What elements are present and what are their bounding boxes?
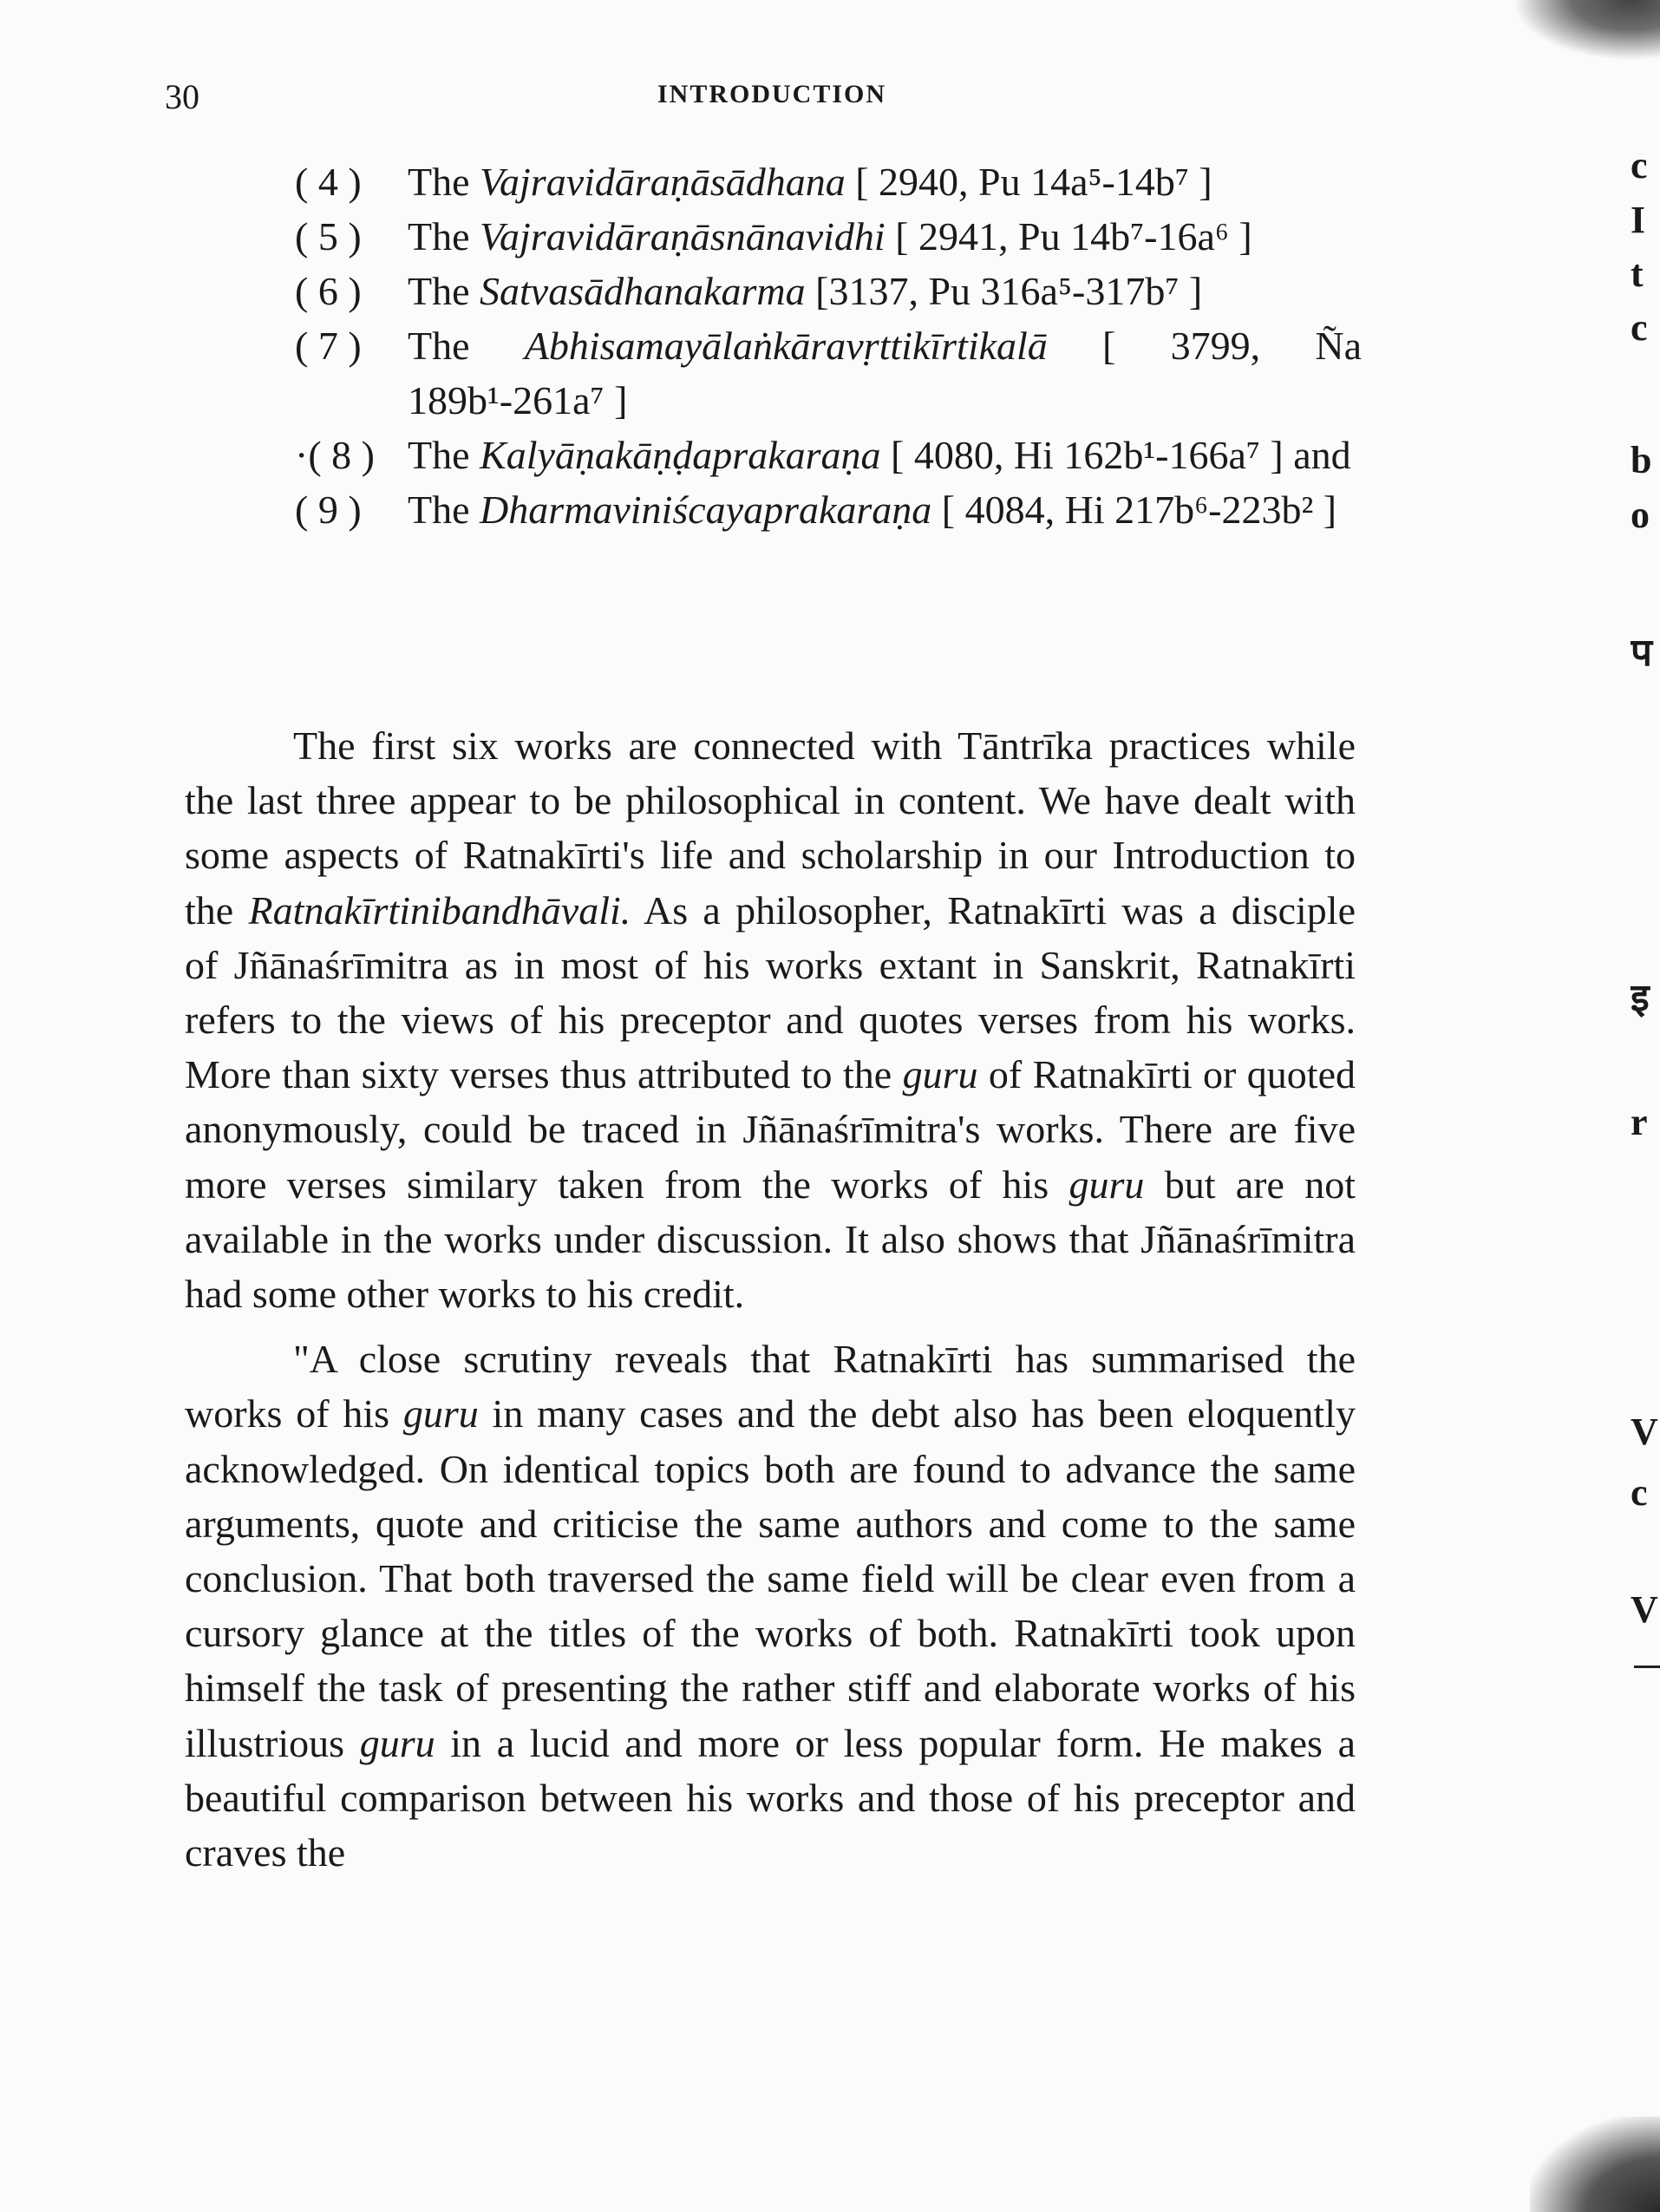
work-title: Satvasādhanakarma: [480, 269, 806, 313]
work-title: Kalyāṇakāṇḍaprakaraṇa: [480, 433, 881, 477]
paragraph-2: [185, 1332, 1356, 1880]
italic-term: guru: [359, 1720, 435, 1765]
edge-letter: V: [1631, 1588, 1658, 1631]
item-number: ·( 8 ): [295, 433, 375, 477]
text-run: The first six works are connected with Tāntrīka practices while the last three appear to be philosophical in content. We have dealt with some aspects of Ratnakīrti's life and scholarship in our Introduction to the: [185, 723, 1356, 933]
scan-shadow-bottom: [1530, 2117, 1660, 2212]
scan-shadow-top: [1513, 0, 1660, 61]
list-item: [295, 428, 1362, 482]
text-run: of Ratnakīrti or quoted anonymously, could be traced in Jñānaśrīmitra's works. There are five more verses similary taken from the works of his: [185, 1052, 1356, 1207]
edge-rule: [1634, 1666, 1660, 1668]
edge-letter: o: [1631, 494, 1650, 536]
running-head: INTRODUCTION: [657, 80, 887, 108]
item-reference: [ 2940, Pu 14a⁵-14b⁷ ]: [845, 160, 1212, 204]
item-number: ( 5 ): [295, 214, 362, 259]
item-reference: [ 3799, Ña 189b¹-261a⁷ ]: [408, 324, 1362, 422]
item-number: ( 6 ): [295, 269, 362, 313]
work-title: Vajravidāraṇāsnānavidhi: [480, 214, 886, 259]
edge-letter: c: [1631, 306, 1648, 349]
item-reference: [3137, Pu 316a⁵-317b⁷ ]: [805, 269, 1203, 313]
text-run: "A close scrutiny reveals that Ratnakīrti has summarised the works of his: [185, 1337, 1356, 1436]
italic-term: guru: [1069, 1162, 1145, 1207]
item-reference: [ 2941, Pu 14b⁷-16a⁶ ]: [885, 214, 1252, 259]
item-reference: [ 4084, Hi 217b⁶-223b² ]: [931, 488, 1337, 532]
text-run: but are not available in the works under discussion. It also shows that Jñānaśrīmitra had some other works to his credit.: [185, 1162, 1356, 1317]
edge-letter: r: [1631, 1101, 1648, 1143]
edge-letter: c: [1631, 1471, 1648, 1514]
edge-letter: b: [1631, 439, 1652, 481]
list-item: [295, 154, 1362, 209]
body-text: [185, 718, 1356, 1880]
edge-letter: t: [1631, 252, 1644, 295]
item-article: The: [408, 324, 525, 368]
list-item: [295, 318, 1362, 428]
works-list: [295, 154, 1362, 537]
edge-letter: c: [1631, 144, 1648, 187]
item-article: The: [408, 488, 480, 532]
italic-term: guru: [402, 1391, 479, 1436]
italic-term: Ratnakīrtinibandhāvali.: [248, 887, 631, 933]
text-run: in many cases and the debt also has been eloquently acknowledged. On identical topics both are found to advance the same arguments, quote and criticise the same authors and come to the same conclusion. That both traversed the same field will be clear even from a cursory glance at the titles of the works of both. Ratnakīrti took upon himself the task of presenting the rather stiff and elaborate works of his illustrious: [185, 1391, 1356, 1765]
item-number: ( 9 ): [295, 488, 362, 532]
italic-term: guru: [902, 1052, 978, 1097]
item-number: ( 7 ): [295, 324, 362, 368]
item-article: The: [408, 433, 480, 477]
page-number: 30: [165, 77, 199, 116]
list-item: [295, 209, 1362, 264]
list-item: [295, 482, 1362, 537]
item-article: The: [408, 160, 480, 204]
edge-letter: I: [1631, 199, 1646, 241]
edge-letter: इ: [1631, 977, 1650, 1019]
paragraph-1: [185, 718, 1356, 1321]
item-number: ( 4 ): [295, 160, 362, 204]
text-run: As a philosopher, Ratnakīrti was a disciple of Jñānaśrīmitra as in most of his works extant in Sanskrit, Ratnakīrti refers to the views of his preceptor and quotes verses from his works. More than sixty verses thus attributed to the: [185, 887, 1356, 1097]
item-article: The: [408, 214, 480, 259]
work-title: Abhisamayālaṅkāravṛttikīrtikalā: [524, 324, 1048, 368]
text-run: in a lucid and more or less popular form. He makes a beautiful comparison between his works and those of his preceptor and craves the: [185, 1720, 1356, 1875]
list-item: [295, 264, 1362, 318]
item-reference: [ 4080, Hi 162b¹-166a⁷ ] and: [880, 433, 1351, 477]
work-title: Vajravidāraṇāsādhana: [480, 160, 846, 204]
edge-letter: प: [1631, 632, 1652, 674]
edge-letter: V: [1631, 1410, 1658, 1453]
work-title: Dharmaviniścayaprakaraṇa: [480, 488, 932, 532]
item-article: The: [408, 269, 480, 313]
